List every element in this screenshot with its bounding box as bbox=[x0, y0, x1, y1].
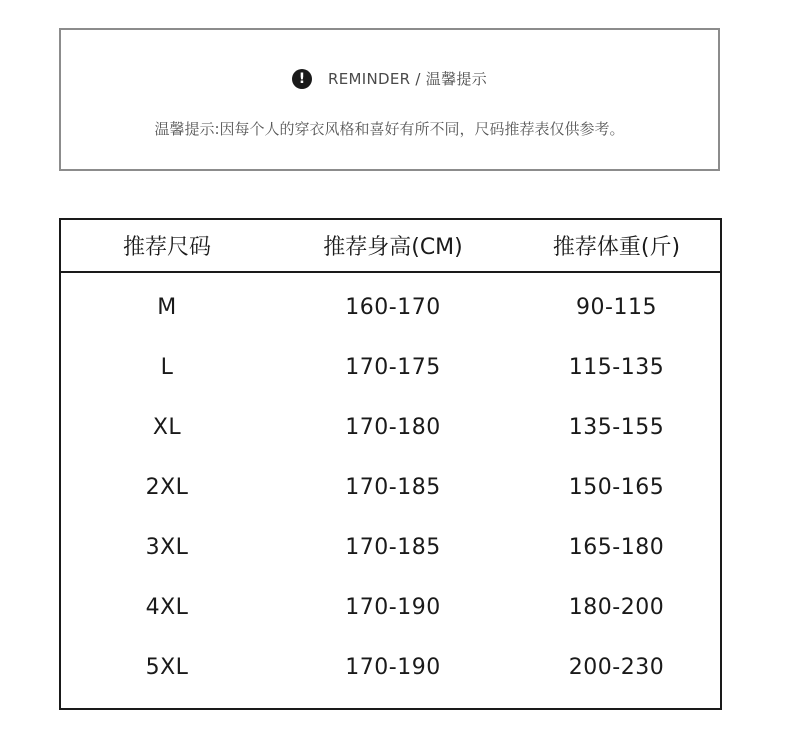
table-row bbox=[61, 457, 720, 517]
cell-weight: 90-115 bbox=[576, 294, 657, 320]
reminder-text: 温馨提示:因每个人的穿衣风格和喜好有所不同，尺码推荐表仅供参考。 bbox=[154, 120, 625, 138]
cell-size: 4XL bbox=[145, 594, 189, 620]
table-row bbox=[61, 397, 720, 457]
cell-size: 2XL bbox=[145, 474, 189, 500]
cell-size: XL bbox=[152, 414, 182, 440]
exclamation-circle-icon: ! bbox=[292, 69, 312, 89]
table-row bbox=[61, 637, 720, 697]
cell-weight: 135-155 bbox=[568, 414, 665, 440]
cell-weight: 200-230 bbox=[568, 654, 665, 680]
reminder-header bbox=[61, 68, 718, 89]
cell-height: 170-190 bbox=[345, 654, 441, 680]
table-body bbox=[61, 273, 720, 697]
table-row bbox=[61, 577, 720, 637]
header-size: 推荐尺码 bbox=[122, 235, 211, 260]
cell-weight: 180-200 bbox=[568, 594, 665, 620]
table-row bbox=[61, 277, 720, 337]
cell-height: 170-190 bbox=[345, 594, 441, 620]
cell-size: 3XL bbox=[145, 534, 189, 560]
cell-weight: 165-180 bbox=[568, 534, 665, 560]
header-weight: 推荐体重(斤) bbox=[552, 235, 681, 260]
cell-size: 5XL bbox=[145, 654, 189, 680]
cell-weight: 115-135 bbox=[568, 354, 665, 380]
cell-height: 170-175 bbox=[345, 354, 441, 380]
table-row bbox=[61, 337, 720, 397]
table-row bbox=[61, 517, 720, 577]
header-height: 推荐身高(CM) bbox=[323, 235, 463, 260]
reminder-title: REMINDER / 温馨提示 bbox=[327, 70, 488, 88]
cell-height: 170-180 bbox=[345, 414, 441, 440]
cell-size: L bbox=[160, 354, 174, 380]
cell-size: M bbox=[157, 294, 177, 320]
cell-height: 170-185 bbox=[345, 474, 441, 500]
cell-weight: 150-165 bbox=[568, 474, 665, 500]
table-header bbox=[61, 220, 720, 273]
cell-height: 170-185 bbox=[345, 534, 441, 560]
size-chart-table bbox=[59, 218, 722, 710]
cell-height: 160-170 bbox=[345, 294, 441, 320]
reminder-box bbox=[59, 28, 720, 171]
